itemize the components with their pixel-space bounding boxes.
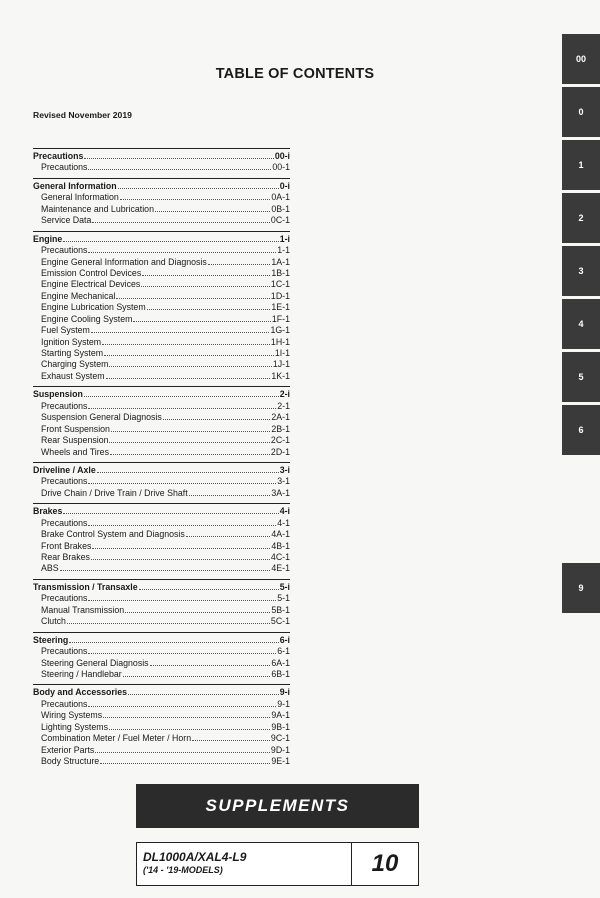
toc-section-heading-page: 1-i xyxy=(279,233,290,244)
toc-entry-page: 1J-1 xyxy=(272,359,290,370)
toc-entry-label: Wheels and Tires xyxy=(41,446,109,457)
toc-entry-page: 2-1 xyxy=(277,400,290,411)
dot-leader xyxy=(102,336,270,345)
dot-leader xyxy=(60,562,271,571)
toc-entry-label: Precautions xyxy=(41,698,88,709)
section-tab[interactable]: 1 xyxy=(562,140,600,190)
toc-entry-page: 3A-1 xyxy=(271,487,290,498)
dot-leader xyxy=(103,709,270,718)
toc-entry-label: Combination Meter / Fuel Meter / Horn xyxy=(41,733,192,744)
toc-entry[interactable] xyxy=(33,358,290,369)
dot-leader xyxy=(133,313,270,322)
dot-leader xyxy=(120,191,271,200)
dot-leader xyxy=(88,161,271,170)
dot-leader xyxy=(69,634,279,643)
dot-leader xyxy=(208,256,271,265)
toc-entry-label: Precautions xyxy=(41,476,88,487)
toc-entry-label: General Information xyxy=(41,192,119,203)
toc-section-heading-label: Brakes xyxy=(33,506,63,517)
toc-section-heading[interactable] xyxy=(33,180,290,191)
toc-section-heading-page: 9-i xyxy=(279,687,290,698)
toc-entry-label: Precautions xyxy=(41,245,88,256)
toc-entry-label: Clutch xyxy=(41,616,66,627)
toc-entry-label: Front Brakes xyxy=(41,540,92,551)
toc-entry[interactable] xyxy=(33,645,290,656)
revision-date: Revised November 2019 xyxy=(33,110,132,120)
toc-entry-page: 6-1 xyxy=(277,646,290,657)
toc-entry-page: 00-1 xyxy=(272,162,290,173)
dot-leader xyxy=(128,686,279,695)
toc-entry[interactable] xyxy=(33,698,290,709)
toc-section-heading-page: 0-i xyxy=(279,180,290,191)
toc-entry[interactable] xyxy=(33,732,290,743)
toc-entry-page: 4A-1 xyxy=(271,529,290,540)
toc-entry-label: Emission Control Devices xyxy=(41,267,142,278)
toc-entry-label: Body Structure xyxy=(41,756,100,766)
toc-entry-label: Engine General Information and Diagnosis xyxy=(41,256,207,267)
toc-entry[interactable] xyxy=(33,244,290,255)
toc-entry[interactable] xyxy=(33,336,290,347)
section-tab[interactable]: 6 xyxy=(562,405,600,455)
toc-entry-page: 1H-1 xyxy=(270,336,290,347)
section-tab[interactable]: 0 xyxy=(562,87,600,137)
toc-section-heading[interactable] xyxy=(33,388,290,399)
toc-entry[interactable] xyxy=(33,615,290,626)
section-tab[interactable]: 00 xyxy=(562,34,600,84)
supplements-banner: SUPPLEMENTS xyxy=(136,784,419,828)
toc-section xyxy=(33,386,290,457)
toc-entry-page: 9A-1 xyxy=(271,710,290,721)
toc-section-heading[interactable] xyxy=(33,464,290,475)
toc-entry-label: Precautions xyxy=(41,517,88,528)
toc-section-heading[interactable] xyxy=(33,581,290,592)
page-title: TABLE OF CONTENTS xyxy=(215,66,375,82)
toc-entry-page: 4E-1 xyxy=(271,563,290,574)
toc-entry-page: 9E-1 xyxy=(271,756,290,766)
toc-entry[interactable] xyxy=(33,551,290,562)
dot-leader xyxy=(95,744,270,753)
toc-entry-page: 1D-1 xyxy=(270,290,290,301)
dot-leader xyxy=(163,411,271,420)
toc-entry-page: 5B-1 xyxy=(271,604,290,615)
model-years: ('14 - '19-MODELS) xyxy=(143,865,223,875)
toc-entry-label: Steering / Handlebar xyxy=(41,668,122,679)
toc-entry[interactable] xyxy=(33,709,290,720)
toc-entry-label: Wiring Systems xyxy=(41,710,103,721)
toc-entry-label: Maintenance and Lubrication xyxy=(41,203,154,214)
toc-entry[interactable] xyxy=(33,744,290,755)
toc-entry-label: Precautions xyxy=(41,593,88,604)
toc-entry[interactable] xyxy=(33,161,290,172)
toc-entry[interactable] xyxy=(33,592,290,603)
dot-leader xyxy=(109,721,270,730)
dot-leader xyxy=(104,347,274,356)
toc-entry-page: 0B-1 xyxy=(271,203,290,214)
dot-leader xyxy=(84,388,279,397)
toc-entry-page: 9D-1 xyxy=(270,744,290,755)
dot-leader xyxy=(106,370,271,379)
toc-section-heading-page: 6-i xyxy=(279,634,290,645)
toc-entry[interactable] xyxy=(33,214,290,225)
toc-entry-label: Exhaust System xyxy=(41,370,105,381)
toc-section xyxy=(33,579,290,627)
toc-entry-page: 5C-1 xyxy=(270,616,290,627)
toc-section-heading[interactable] xyxy=(33,686,290,697)
toc-entry[interactable] xyxy=(33,657,290,668)
toc-section-heading[interactable] xyxy=(33,150,290,161)
toc-entry-label: Engine Lubrication System xyxy=(41,302,146,313)
table-of-contents xyxy=(33,148,290,771)
dot-leader xyxy=(88,244,276,253)
toc-section-heading-page: 3-i xyxy=(279,464,290,475)
toc-entry-page: 1I-1 xyxy=(274,348,290,358)
toc-section xyxy=(33,148,290,173)
section-tab[interactable]: 2 xyxy=(562,193,600,243)
toc-entry-label: Front Suspension xyxy=(41,423,110,434)
toc-entry-page: 1K-1 xyxy=(271,370,290,381)
toc-entry-label: Precautions xyxy=(41,400,88,411)
toc-entry[interactable] xyxy=(33,721,290,732)
toc-section xyxy=(33,231,290,382)
toc-entry[interactable] xyxy=(33,434,290,445)
dot-leader xyxy=(84,150,273,159)
toc-entry-label: Charging System xyxy=(41,359,109,370)
toc-entry-page: 9C-1 xyxy=(270,733,290,744)
dot-leader xyxy=(111,423,270,432)
model-box xyxy=(136,842,352,886)
dot-leader xyxy=(192,732,270,741)
toc-entry[interactable] xyxy=(33,423,290,434)
toc-entry-page: 6B-1 xyxy=(271,668,290,679)
toc-entry[interactable] xyxy=(33,517,290,528)
toc-entry-page: 1-1 xyxy=(277,245,290,256)
toc-entry-page: 1C-1 xyxy=(270,279,290,290)
section-tab[interactable]: 3 xyxy=(562,246,600,296)
section-tab[interactable]: 5 xyxy=(562,352,600,402)
dot-leader xyxy=(100,755,270,764)
dot-leader xyxy=(189,487,271,496)
dot-leader xyxy=(97,464,279,473)
toc-entry-page: 1G-1 xyxy=(270,325,290,336)
section-tab[interactable]: 9 xyxy=(562,563,600,613)
toc-section xyxy=(33,178,290,226)
dot-leader xyxy=(88,645,276,654)
toc-section-heading-page: 2-i xyxy=(279,389,290,400)
toc-entry[interactable] xyxy=(33,191,290,202)
toc-entry-label: Manual Transmission xyxy=(41,604,125,615)
toc-entry-page: 2A-1 xyxy=(271,412,290,423)
toc-section xyxy=(33,632,290,680)
toc-entry[interactable] xyxy=(33,313,290,324)
toc-entry[interactable] xyxy=(33,446,290,457)
toc-section-heading[interactable] xyxy=(33,505,290,516)
toc-entry-label: Rear Brakes xyxy=(41,552,90,562)
toc-entry-label: Suspension General Diagnosis xyxy=(41,412,162,423)
toc-entry-label: Starting System xyxy=(41,348,104,358)
toc-entry-page: 4B-1 xyxy=(271,540,290,551)
toc-entry[interactable] xyxy=(33,290,290,301)
dot-leader xyxy=(88,698,276,707)
toc-entry-label: Exterior Parts xyxy=(41,744,95,755)
dot-leader xyxy=(150,657,271,666)
dot-leader xyxy=(88,592,276,601)
toc-entry[interactable] xyxy=(33,755,290,766)
dot-leader xyxy=(123,668,271,677)
toc-section-heading[interactable] xyxy=(33,233,290,244)
toc-section xyxy=(33,684,290,766)
toc-entry-page: 2B-1 xyxy=(271,423,290,434)
dot-leader xyxy=(88,475,276,484)
toc-entry[interactable] xyxy=(33,528,290,539)
toc-entry-page: 4C-1 xyxy=(270,552,290,562)
toc-entry-label: Lighting Systems xyxy=(41,721,108,732)
toc-entry[interactable] xyxy=(33,400,290,411)
toc-entry-label: Rear Suspension xyxy=(41,435,109,446)
toc-section-heading-label: Driveline / Axle xyxy=(33,464,96,475)
toc-entry[interactable] xyxy=(33,324,290,335)
supplement-number: 10 xyxy=(352,842,419,886)
toc-entry-page: 0A-1 xyxy=(271,192,290,203)
toc-section-heading[interactable] xyxy=(33,634,290,645)
toc-section-heading-label: Steering xyxy=(33,634,69,645)
toc-entry[interactable] xyxy=(33,487,290,498)
toc-section-heading-page: 5-i xyxy=(279,581,290,592)
dot-leader xyxy=(92,540,270,549)
toc-entry-page: 1B-1 xyxy=(271,267,290,278)
dot-leader xyxy=(116,290,270,299)
toc-entry-label: ABS xyxy=(41,563,59,574)
toc-entry[interactable] xyxy=(33,604,290,615)
toc-section-heading-label: General Information xyxy=(33,180,117,191)
section-tab[interactable]: 4 xyxy=(562,299,600,349)
toc-entry-label: Drive Chain / Drive Train / Drive Shaft xyxy=(41,487,188,498)
toc-entry-label: Engine Cooling System xyxy=(41,313,133,324)
dot-leader xyxy=(88,400,276,409)
toc-entry[interactable] xyxy=(33,668,290,679)
dot-leader xyxy=(142,267,270,276)
toc-entry[interactable] xyxy=(33,203,290,214)
toc-entry[interactable] xyxy=(33,562,290,573)
toc-entry-page: 1F-1 xyxy=(271,313,290,324)
toc-entry-page: 4-1 xyxy=(277,517,290,528)
toc-entry-page: 1E-1 xyxy=(271,302,290,313)
toc-entry-page: 1A-1 xyxy=(271,256,290,267)
toc-entry-label: Precautions xyxy=(41,162,88,173)
toc-entry-page: 6A-1 xyxy=(271,657,290,668)
toc-section-heading-label: Precautions xyxy=(33,151,84,161)
toc-entry-page: 3-1 xyxy=(277,476,290,487)
toc-section-heading-page: 00-i xyxy=(274,151,290,161)
dot-leader xyxy=(63,233,278,242)
toc-section xyxy=(33,503,290,574)
toc-section-heading-label: Suspension xyxy=(33,389,83,400)
toc-section-heading-label: Transmission / Transaxle xyxy=(33,581,138,592)
toc-entry-label: Steering General Diagnosis xyxy=(41,657,149,668)
toc-entry[interactable] xyxy=(33,475,290,486)
dot-leader xyxy=(141,278,270,287)
dot-leader xyxy=(109,358,271,367)
toc-entry-label: Brake Control System and Diagnosis xyxy=(41,529,185,540)
toc-entry-page: 2C-1 xyxy=(270,435,290,446)
toc-entry-page: 0C-1 xyxy=(270,215,290,226)
toc-entry[interactable] xyxy=(33,370,290,381)
dot-leader xyxy=(109,434,269,443)
toc-entry[interactable] xyxy=(33,540,290,551)
toc-section-heading-page: 4-i xyxy=(279,506,290,517)
dot-leader xyxy=(88,517,276,526)
dot-leader xyxy=(118,180,279,189)
toc-entry-page: 5-1 xyxy=(277,593,290,604)
dot-leader xyxy=(110,446,270,455)
toc-section xyxy=(33,462,290,498)
toc-entry[interactable] xyxy=(33,278,290,289)
toc-section-heading-label: Body and Accessories xyxy=(33,687,128,698)
toc-entry-page: 9-1 xyxy=(277,698,290,709)
toc-entry-label: Precautions xyxy=(41,646,88,657)
dot-leader xyxy=(92,214,270,223)
dot-leader xyxy=(67,615,270,624)
toc-entry-label: Ignition System xyxy=(41,336,102,347)
toc-entry-page: 9B-1 xyxy=(271,721,290,732)
toc-section-heading-label: Engine xyxy=(33,233,63,244)
dot-leader xyxy=(125,604,270,613)
dot-leader xyxy=(91,324,270,333)
toc-entry-label: Fuel System xyxy=(41,325,90,336)
toc-entry-page: 2D-1 xyxy=(270,446,290,457)
toc-entry[interactable] xyxy=(33,267,290,278)
toc-entry-label: Engine Mechanical xyxy=(41,290,116,301)
toc-entry-label: Engine Electrical Devices xyxy=(41,279,141,290)
model-name: DL1000A/XAL4-L9 xyxy=(143,850,247,864)
toc-entry[interactable] xyxy=(33,411,290,422)
dot-leader xyxy=(139,581,279,590)
toc-entry[interactable] xyxy=(33,256,290,267)
toc-entry[interactable] xyxy=(33,347,290,358)
toc-entry-label: Service Data xyxy=(41,215,92,226)
dot-leader xyxy=(155,203,270,212)
dot-leader xyxy=(186,528,271,537)
dot-leader xyxy=(147,301,271,310)
toc-entry[interactable] xyxy=(33,301,290,312)
dot-leader xyxy=(91,551,270,560)
dot-leader xyxy=(63,505,278,514)
